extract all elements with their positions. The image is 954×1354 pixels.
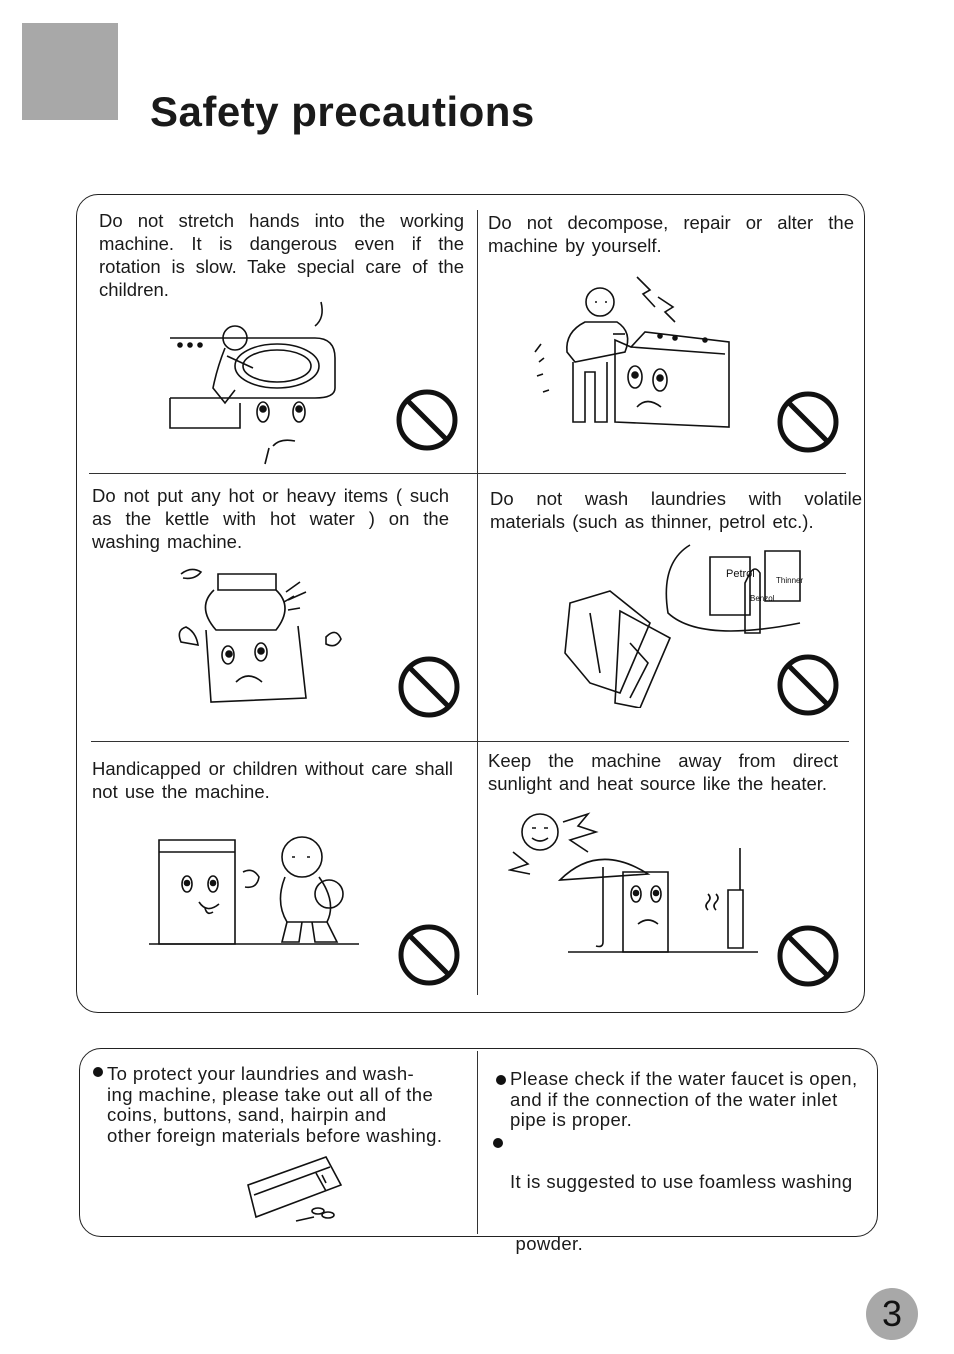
no-sign-icon [776,924,840,988]
child-reaching-machine-illustration [165,298,345,468]
tip-line: Please check if the water faucet is open, [510,1068,858,1089]
tip-line: coins, buttons, sand, hairpin and [107,1104,387,1125]
tip-foamless-powder [510,1131,874,1275]
bullet-dot [496,1075,506,1085]
coins-pocket-illustration [246,1155,346,1225]
clothes-volatile-illustration [560,543,810,708]
no-sign-icon [397,923,461,987]
page-title: Safety precautions [150,88,535,135]
no-sign-icon [776,653,840,717]
panel-divider-row-1 [89,473,846,474]
tip-water-faucet [510,1069,874,1131]
corner-tab-block [22,23,118,120]
warning-text-decompose: Do not decompose, repair or alter the machine by yourself. [488,212,854,256]
page-number: 3 [866,1288,918,1340]
tip-line: To protect your laundries and wash- [107,1063,415,1084]
tip-line: powder. [510,1232,584,1254]
tips-divider-vertical [477,1051,478,1234]
warning-text-stretch-hands: Do not stretch hands into the working machine. It is dangerous even if the rotation is slow. Take special care of the children. [99,210,464,300]
kettle-on-machine-illustration [166,562,351,712]
tip-line: other foreign materials before washing. [107,1124,443,1146]
machine-and-child-illustration [147,832,362,947]
benzol-label: Benzol [750,594,775,603]
tip-line: ing machine, please take out all of the [107,1083,434,1105]
bullet-dot [93,1067,103,1077]
warning-text-hot-items: Do not put any hot or heavy items ( such as the kettle with hot water ) on the washing machine. [92,485,449,552]
tip-foreign-materials [107,1064,477,1146]
no-sign-icon [395,388,459,452]
warning-text-volatile: Do not wash laundries with volatile materials (such as thinner, petrol etc.). [490,488,862,532]
petrol-label: Petrol [726,568,755,580]
bullet-dot [493,1138,503,1148]
tip-line: and if the connection of the water inlet [510,1088,838,1110]
man-repairing-machine-illustration [525,272,740,442]
warning-text-sunlight: Keep the machine away from direct sunlight and heat source like the heater. [488,750,838,794]
panel-divider-row-2 [91,741,849,742]
warning-text-handicapped: Handicapped or children without care shall not use the machine. [92,758,453,802]
panel-divider-vertical [477,210,478,995]
tip-line: It is suggested to use foamless washing [510,1171,853,1192]
sun-and-heater-illustration [508,812,758,957]
thinner-label: Thinner [776,576,804,585]
no-sign-icon [397,655,461,719]
no-sign-icon [776,390,840,454]
tip-line: pipe is proper. [510,1109,633,1130]
